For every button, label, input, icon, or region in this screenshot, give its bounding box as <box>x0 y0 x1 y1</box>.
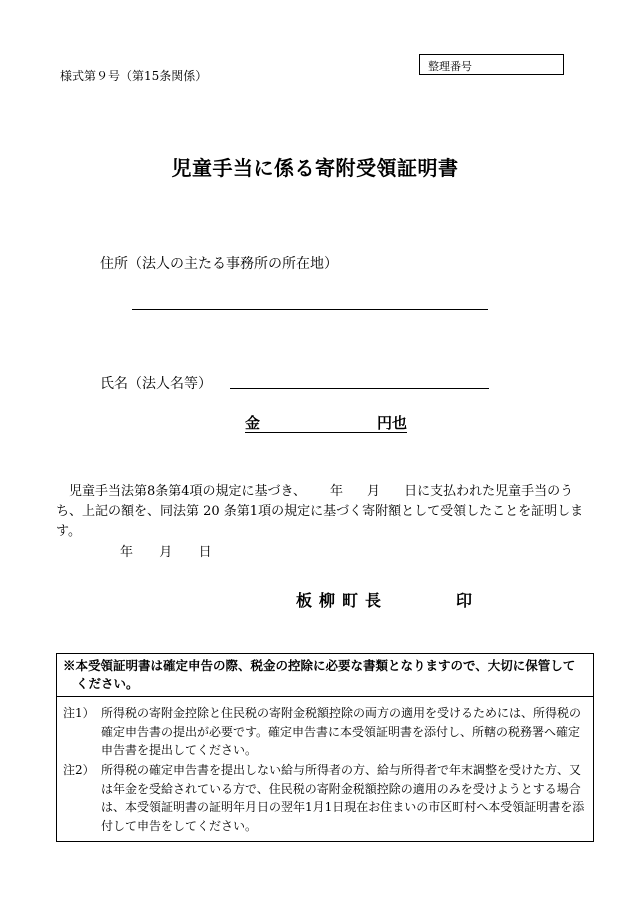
address-label: 住所（法人の主たる事務所の所在地） <box>100 256 338 272</box>
reference-number-box <box>419 54 564 75</box>
statement-month: 月 <box>367 484 381 499</box>
seal-mark: 印 <box>456 591 473 610</box>
note-item <box>63 761 587 835</box>
form-number: 様式第９号（第15条関係） <box>60 69 208 83</box>
notice-header-line2: ください。 <box>76 676 139 691</box>
notice-box <box>56 653 594 842</box>
certification-statement <box>56 482 596 542</box>
issue-date-day: 日 <box>198 545 212 560</box>
note-text: 所得税の確定申告書を提出しない給与所得者の方、給与所得者で年末調整を受けた方、又は年金を受給されている方で、住民税の寄附金税額控除の適用のみを受けようとする場合は、本受領証明書の証明年月日の翌年1月1日現在お住まいの市区町村へ本受領証明書を添付して申告をしてください。 <box>101 763 585 833</box>
statement-part1: 児童手当法第8条第4項の規定に基づき、 <box>69 484 307 499</box>
note-item <box>63 704 587 760</box>
amount-prefix: 金 <box>245 414 261 432</box>
issue-date-year: 年 <box>120 545 134 560</box>
address-field-line <box>132 309 488 310</box>
name-label: 氏名（法人名等） <box>100 376 212 392</box>
issuer-name: 板柳町長 <box>296 591 389 610</box>
issue-date <box>120 541 212 560</box>
note-tag: 注2） <box>63 763 95 777</box>
issue-date-month: 月 <box>159 545 173 560</box>
document-title: 児童手当に係る寄附受領証明書 <box>171 156 459 180</box>
amount-suffix: 円也 <box>376 414 407 432</box>
statement-year: 年 <box>330 484 344 499</box>
name-field-line <box>230 388 489 389</box>
notice-header <box>57 654 593 697</box>
reference-number-label: 整理番号 <box>428 60 472 73</box>
note-text: 所得税の寄附金控除と住民税の寄附金税額控除の両方の適用を受けるためには、所得税の確定申告書の提出が必要です。確定申告書に本受領証明書を添付し、所轄の税務署へ確定申告書を提出してください。 <box>101 706 582 757</box>
statement-part2: 日に支払われた児童手当のうち、上記の額を、同法第 20 条第1項の規定に基づく寄附額として受領したことを証明します。 <box>56 484 584 539</box>
note-tag: 注1） <box>63 706 95 720</box>
amount-field <box>245 412 407 433</box>
notice-header-line1: ※本受領証明書は確定申告の際、税金の控除に必要な書類となりますので、大切に保管して <box>63 658 576 673</box>
